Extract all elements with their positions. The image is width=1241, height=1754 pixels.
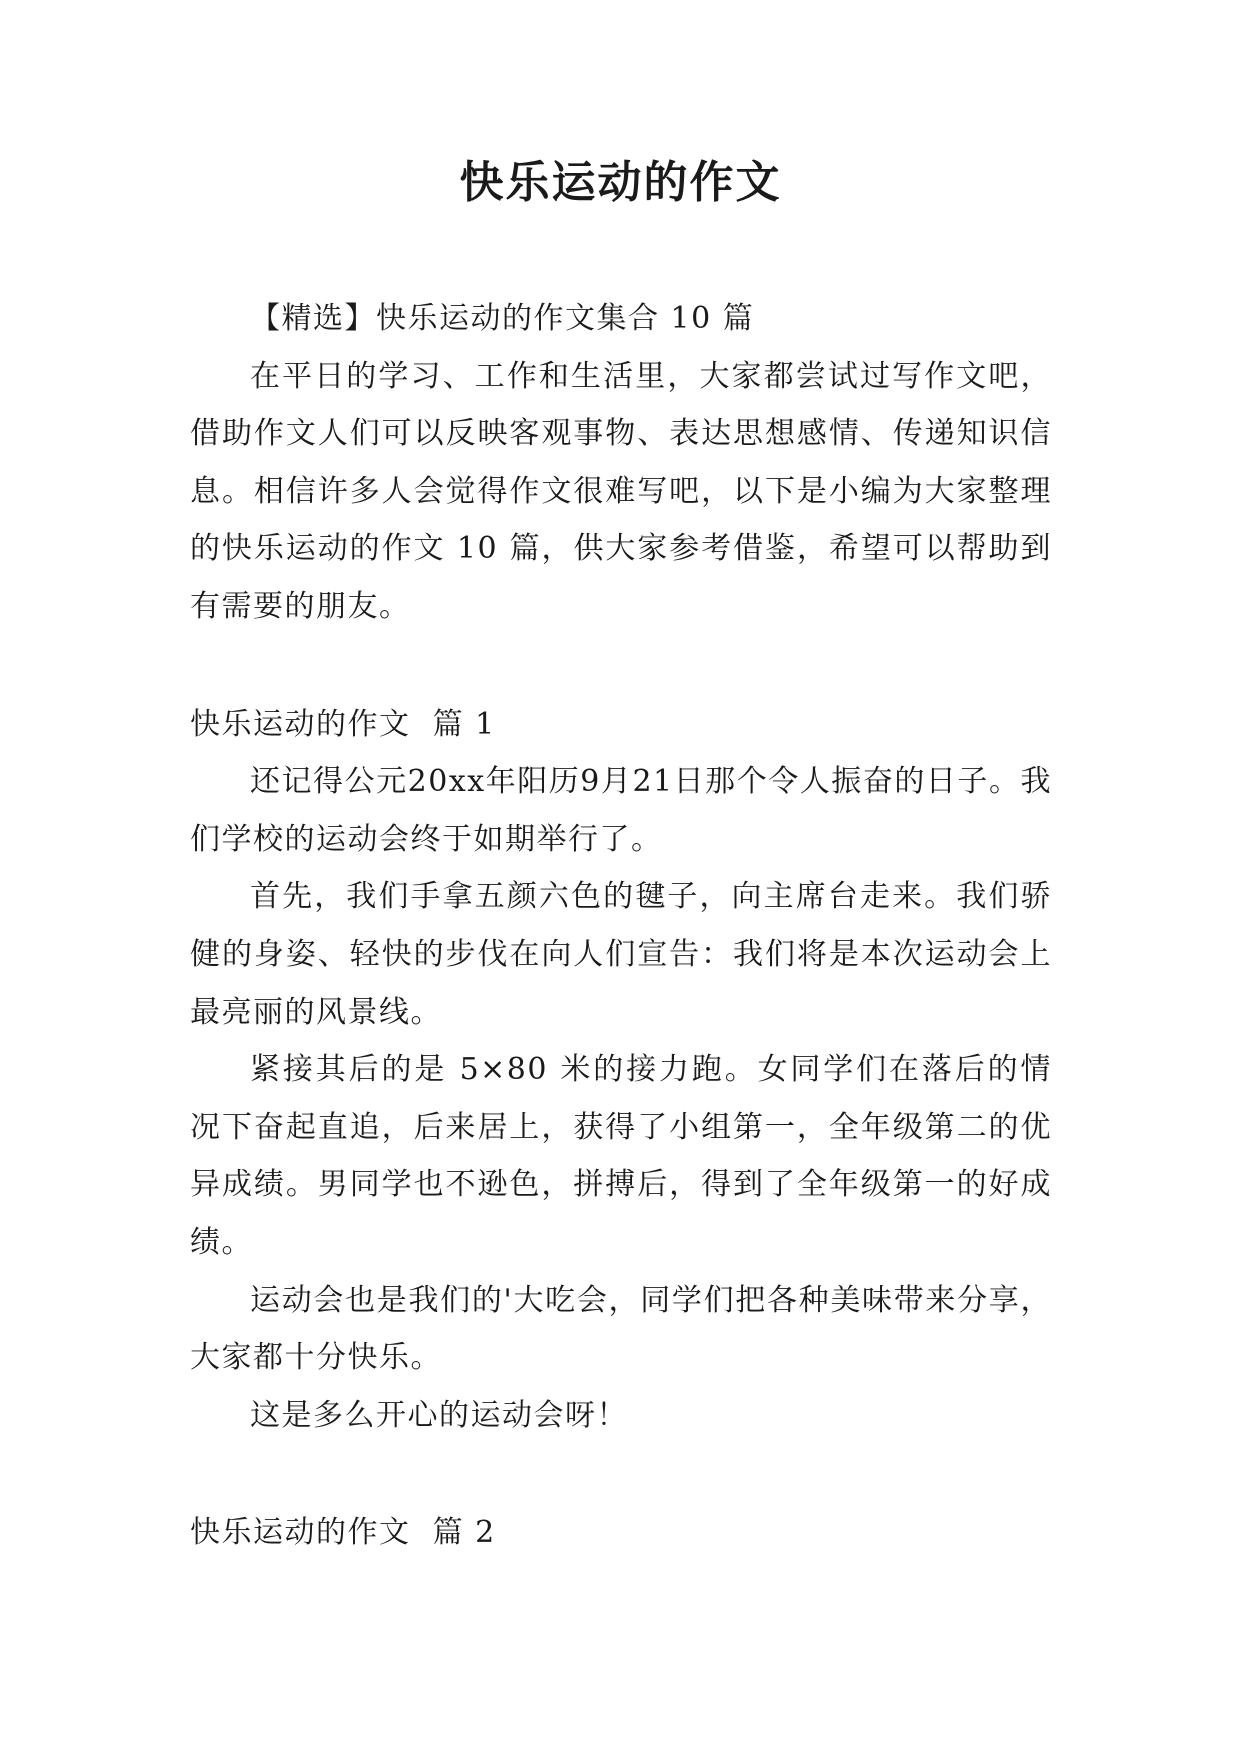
section-gap	[190, 636, 1052, 696]
section-1-paragraph: 运动会也是我们的'大吃会，同学们把各种美味带来分享，大家都十分快乐。	[190, 1282, 1052, 1376]
intro-paragraph: 在平日的学习、工作和生活里，大家都尝试过写作文吧，借助作文人们可以反映客观事物、表达思想感情、传递知识信息。相信许多人会觉得作文很难写吧，以下是小编为大家整理的快乐运动的作文 10 篇，供大家参考借鉴，希望可以帮助到有需要的朋友。	[190, 358, 1052, 624]
section-1-paragraph: 首先，我们手拿五颜六色的毽子，向主席台走来。我们骄健的身姿、轻快的步伐在向人们宣告：我们将是本次运动会上最亮丽的风景线。	[190, 879, 1052, 1030]
document-body	[190, 290, 1052, 1562]
section-2-heading: 快乐运动的作文 篇 2	[190, 1515, 496, 1551]
section-1-heading: 快乐运动的作文 篇 1	[190, 706, 496, 742]
intro-line: 【精选】快乐运动的作文集合 10 篇	[250, 301, 755, 336]
document-title: 快乐运动的作文	[459, 157, 782, 208]
section-1-paragraph: 紧接其后的是 5×80 米的接力跑。女同学们在落后的情况下奋起直追，后来居上，获得了小组第一，全年级第二的优异成绩。男同学也不逊色，拼搏后，得到了全年级第一的好成绩。	[190, 1052, 1052, 1260]
section-1-paragraph: 这是多么开心的运动会呀！	[250, 1397, 628, 1433]
section-1-paragraph: 还记得公元20xx年阳历9月21日那个令人振奋的日子。我们学校的运动会终于如期举行了。	[190, 764, 1052, 857]
section-gap	[190, 1444, 1052, 1504]
